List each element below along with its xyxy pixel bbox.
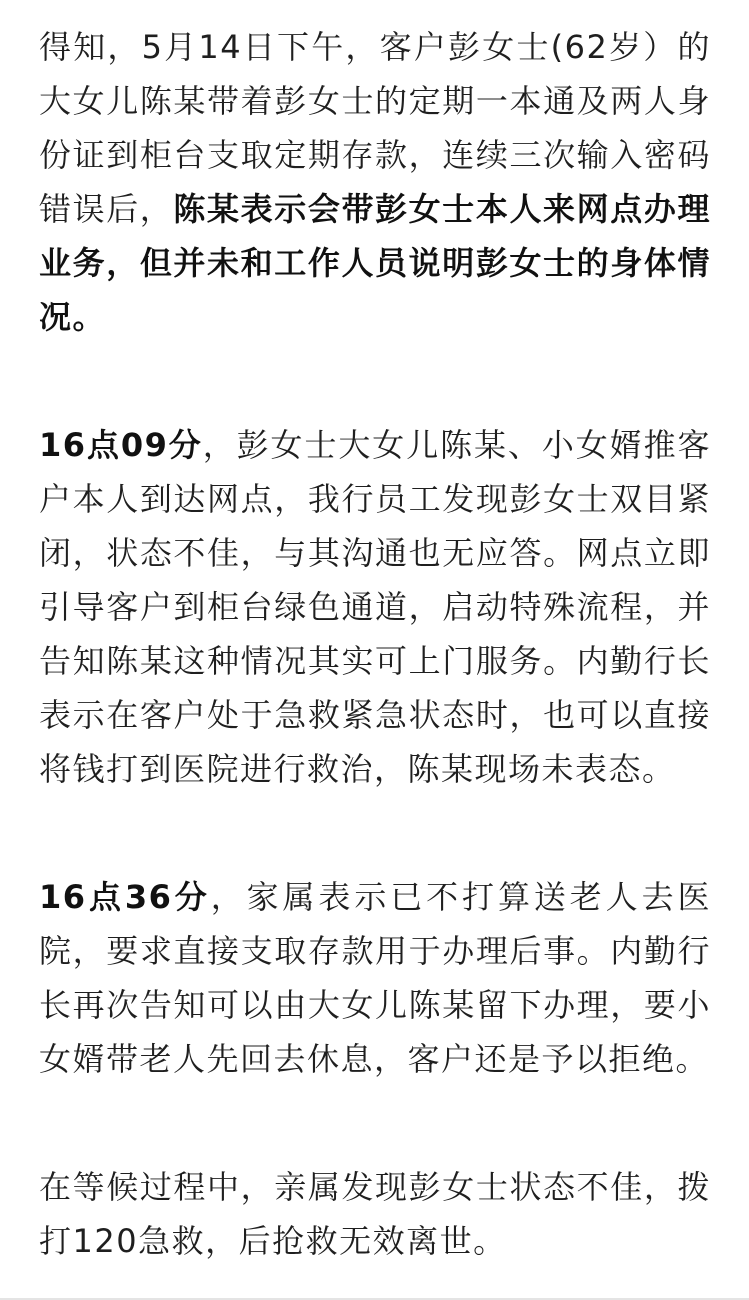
paragraph-1 [39,20,711,344]
paragraph-2-timestamp: 16点09分 [39,426,203,464]
paragraph-1-bold-text: 陈某表示会带彭女士本人来网点办理业务，但并未和工作人员说明彭女士的身体情况。 [39,190,711,336]
paragraph-3-timestamp: 16点36分 [39,878,211,916]
paragraph-4 [39,1160,711,1268]
paragraph-3 [39,870,711,1086]
paragraph-3-text: ，家属表示已不打算送老人去医院，要求直接支取存款用于办理后事。内勤行长再次告知可以由大女儿陈某留下办理，要小女婿带老人先回去休息，客户还是予以拒绝。 [39,878,711,1078]
article-body [39,20,711,1268]
paragraph-2 [39,418,711,796]
paragraph-4-text: 在等候过程中，亲属发现彭女士状态不佳，拨打120急救，后抢救无效离世。 [39,1168,711,1260]
paragraph-2-text: ，彭女士大女儿陈某、小女婿推客户本人到达网点，我行员工发现彭女士双目紧闭，状态不佳，与其沟通也无应答。网点立即引导客户到柜台绿色通道，启动特殊流程，并告知陈某这种情况其实可上门服务。内勤行长表示在客户处于急救紧急状态时，也可以直接将钱打到医院进行救治，陈某现场未表态。 [39,426,711,788]
paragraph-1-text: 得知，5月14日下午，客户彭女士(62岁）的大女儿陈某带着彭女士的定期一本通及两人身份证到柜台支取定期存款，连续三次输入密码错误后， [39,28,711,228]
